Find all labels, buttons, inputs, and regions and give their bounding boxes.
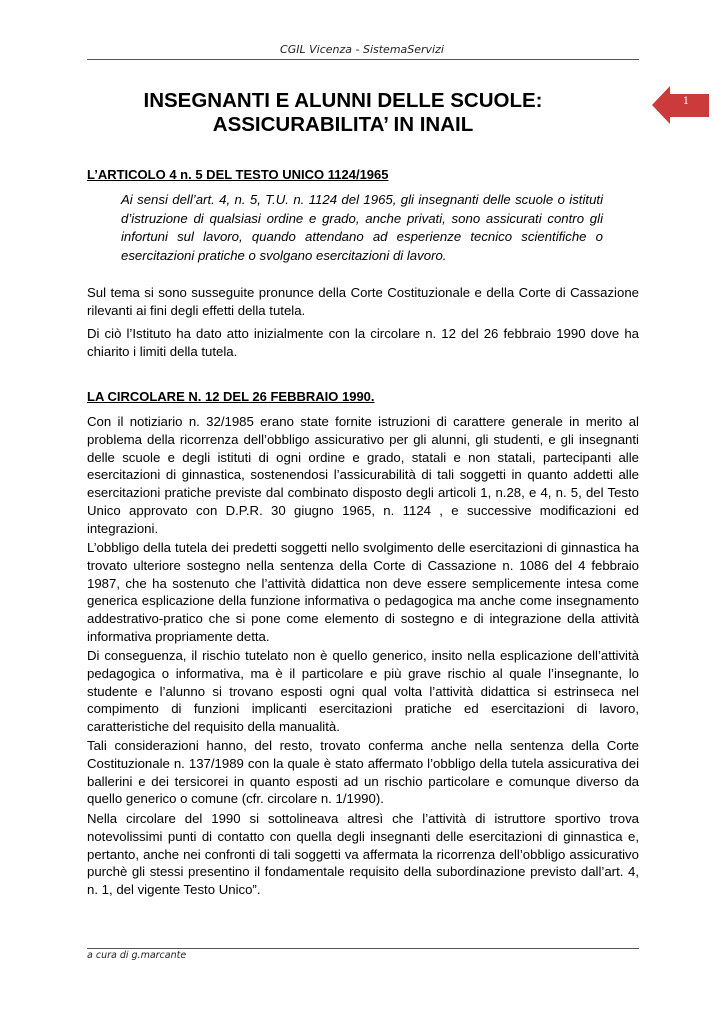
paragraph: Di conseguenza, il rischio tutelato non è quello generico, insito nella esplicazione dell’attività pedagogica o informativa, ma è il particolare e più grave rischio al quale l’insegnante, lo studente e l’alunno si trovano esposti ogni qual volta l’attività didattica si estrinseca nel compimento di funzioni implicanti esercitazioni pratiche ed esercitazioni di lavoro, caratteristiche del requisito della manualità. xyxy=(87,648,639,735)
page-title xyxy=(86,89,600,137)
paragraph: L’obbligo della tutela dei predetti soggetti nello svolgimento delle esercitazioni di ginnastica ha trovato ulteriore sostegno nella sentenza della Corte di Cassazione n. 1086 del 4 febbraio 1987, che ha sostenuto che l’attività didattica non deve essere semplicemente intesa come generica esplicazione della funzione informativa o pedagogica ma anche come insegnamento addestrativo-pratico che si pone come elemento di sostegno e di integrazione della attività informativa propriamente detta. xyxy=(87,540,639,644)
paragraph: Con il notiziario n. 32/1985 erano state fornite istruzioni di carattere generale in merito al problema della ricorrenza dell’obbligo assicurativo per gli alunni, gli studenti, e gli insegnanti delle scuole e degli istituti di ogni ordine e grado, statali e non statali, partecipanti alle esercitazioni di ginnastica, sostenendosi l’assicurabilità di tali soggetti in quanto addetti alle esercitazioni pratiche previste dal combinato disposto degli articoli 1, n.28, e 4, n. 5, del Testo Unico approvato con D.P.R. 30 giugno 1965, n. 1124 , e successive modificazioni ed integrazioni. xyxy=(87,414,639,536)
header-divider xyxy=(87,59,639,60)
section-heading-articolo: L’ARTICOLO 4 n. 5 DEL TESTO UNICO 1124/1965 xyxy=(87,167,389,182)
page-number: 1 xyxy=(682,96,690,107)
paragraph: Di ciò l’Istituto ha dato atto inizialmente con la circolare n. 12 del 26 febbraio 1990 dove ha chiarito i limiti della tutela. xyxy=(87,326,639,359)
title-line-2: ASSICURABILITA’ IN INAIL xyxy=(212,113,474,136)
paragraph: Sul tema si sono susseguite pronunce della Corte Costituzionale e della Corte di Cassazione rilevanti ai fini degli effetti della tutela. xyxy=(87,285,639,318)
section-heading-circolare: LA CIRCOLARE N. 12 DEL 26 FEBBRAIO 1990. xyxy=(87,389,375,404)
article-quote: Ai sensi dell’art. 4, n. 5, T.U. n. 1124 del 1965, gli insegnanti delle scuole o istituti d’istruzione di qualsiasi ordine e grado, anche privati, sono assicurati contro gli infortuni sul lavoro, quando attendano ad esperienze tecnico scientifiche o esercitazioni pratiche o svolgano esercitazioni di lavoro. xyxy=(121,192,603,263)
footer-divider xyxy=(87,948,639,949)
title-line-1: INSEGNANTI E ALUNNI DELLE SCUOLE: xyxy=(143,89,543,112)
paragraph: Nella circolare del 1990 si sottolineava altresì che l’attività di istruttore sportivo trova notevolissimi punti di contatto con quella degli insegnanti delle esercitazioni di ginnastica e, pertanto, anche nei confronti di tali soggetti va affermata la ricorrenza dell’obbligo assicurativo purchè gli stessi presentino il fondamentale requisito della subordinazione previsto dall’art. 4, n. 1, del vigente Testo Unico”. xyxy=(87,811,639,898)
page-footer: a cura di g.marcante xyxy=(87,950,187,961)
paragraph: Tali considerazioni hanno, del resto, trovato conferma anche nella sentenza della Corte Costituzionale n. 137/1989 con la quale è stato affermato l’obbligo della tutela assicurativa dei ballerini e dei tersicorei in quanto esposti ad un rischio particolare e comunque diverso da quello generico o comune (cfr. circolare n. 1/1990). xyxy=(87,738,639,807)
page-header: CGIL Vicenza - SistemaServizi xyxy=(280,43,444,56)
